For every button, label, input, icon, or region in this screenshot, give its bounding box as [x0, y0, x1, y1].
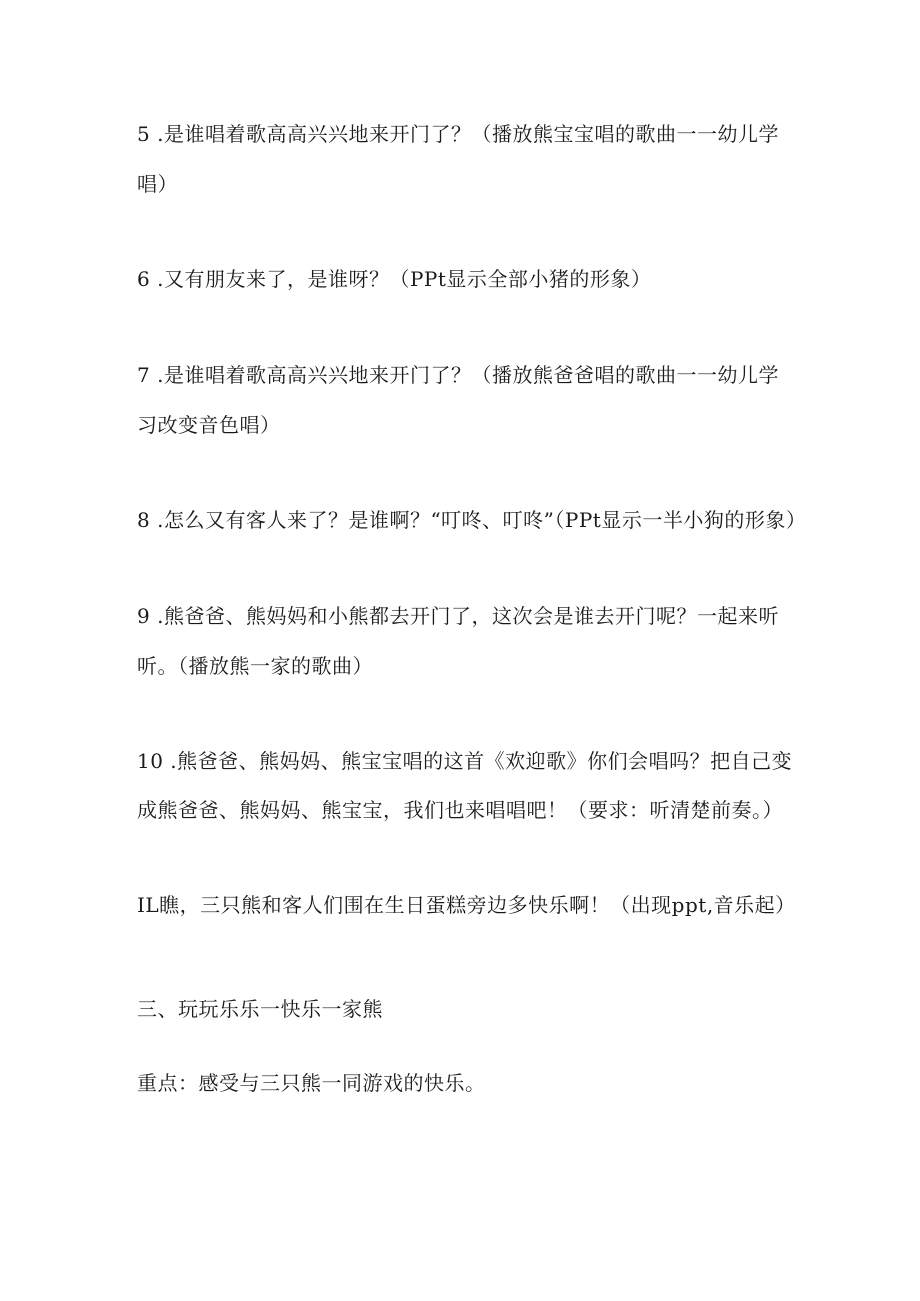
paragraph-7-line-1: 7 .是谁唱着歌高高兴兴地来开门了？（播放熊爸爸唱的歌曲一一幼儿学: [137, 363, 779, 387]
paragraph-5-line-1: 5 .是谁唱着歌高高兴兴地来开门了？（播放熊宝宝唱的歌曲一一幼儿学: [137, 122, 779, 146]
paragraph-6-line-1: 6 .又有朋友来了，是谁呀？（PPt显示全部小猪的形象）: [137, 267, 652, 291]
paragraph-10-line-1: 10 .熊爸爸、熊妈妈、熊宝宝唱的这首《欢迎歌》你们会唱吗？把自己变: [137, 749, 793, 773]
paragraph-9-line-1: 9 .熊爸爸、熊妈妈和小熊都去开门了，这次会是谁去开门呢？一起来听: [137, 604, 779, 628]
paragraph-7-line-2: 习改变音色唱）: [137, 413, 281, 437]
focus-line: 重点：感受与三只熊一同游戏的快乐。: [137, 1071, 486, 1095]
paragraph-11-line-1: IL瞧，三只熊和客人们围在生日蛋糕旁边多快乐啊！（出现ppt,音乐起）: [137, 893, 796, 917]
section-heading: 三、玩玩乐乐一快乐一家熊: [137, 997, 383, 1021]
paragraph-5-line-2: 唱）: [137, 172, 178, 196]
paragraph-8-line-1: 8 .怎么又有客人来了？是谁啊？“叮咚、叮咚”（PPt显示一半小狗的形象）: [137, 508, 807, 532]
paragraph-10-line-2: 成熊爸爸、熊妈妈、熊宝宝，我们也来唱唱吧！（要求：听清楚前奏。）: [137, 798, 783, 822]
paragraph-9-line-2: 听。（播放熊一家的歌曲）: [137, 654, 373, 678]
